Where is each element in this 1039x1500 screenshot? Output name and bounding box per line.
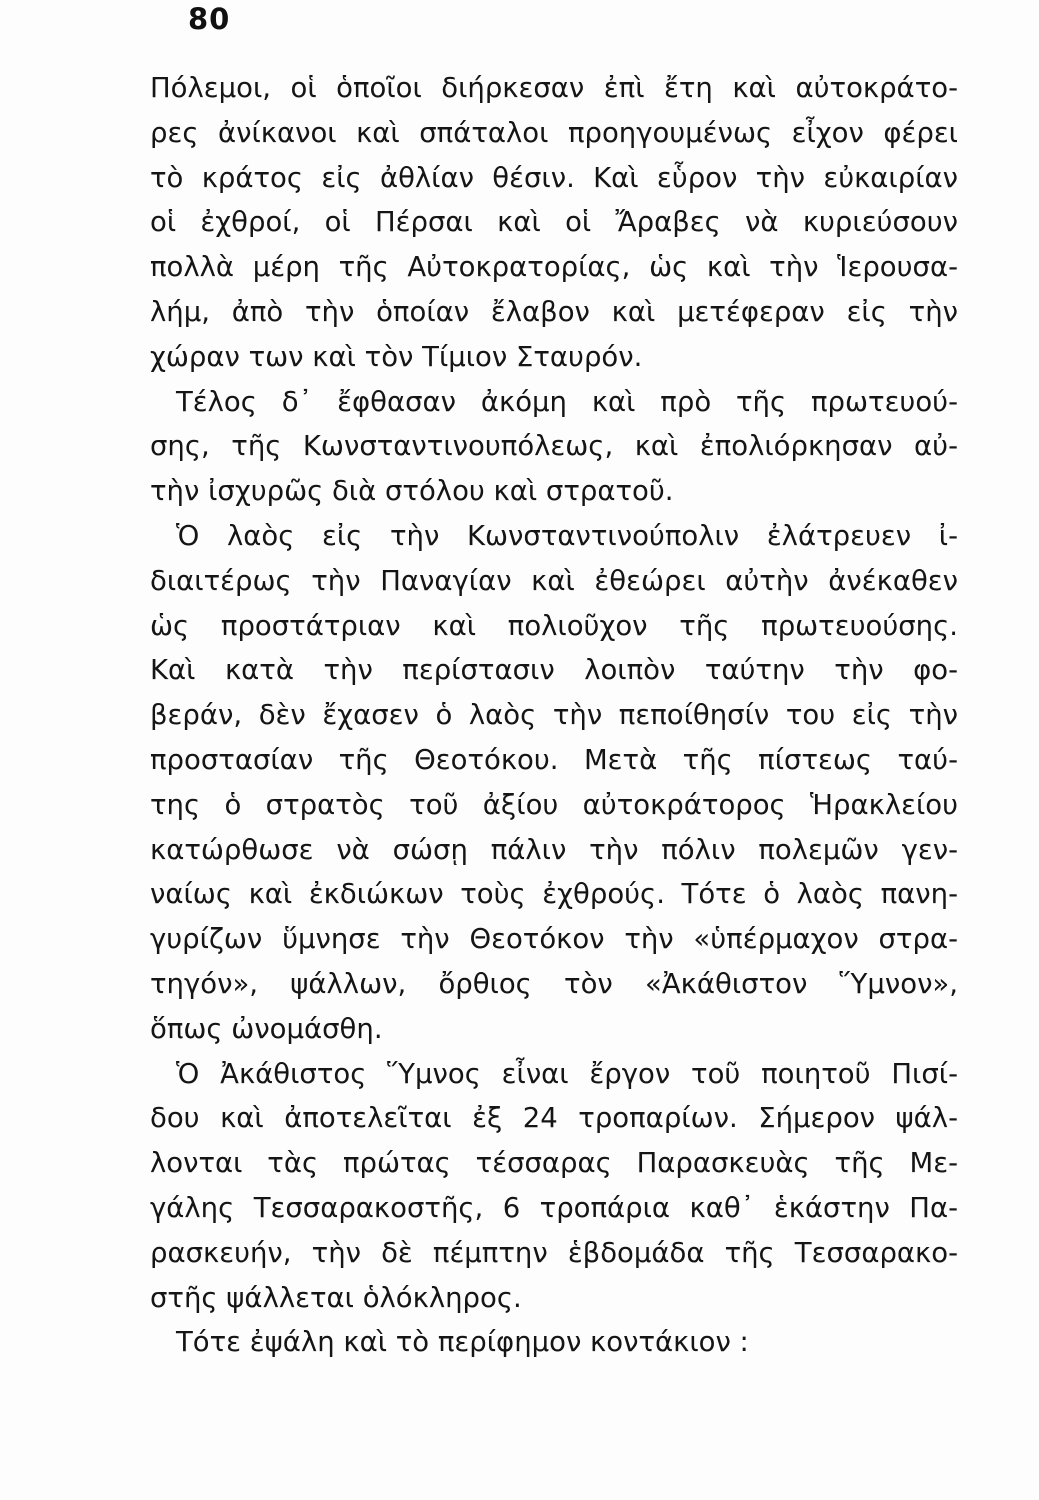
text-line: χώραν των καὶ τὸν Τίμιον Σταυρόν. [150,340,643,373]
text-line: γάλης Τεσσαρακοστῆς, 6 τροπάρια καθ᾽ ἑκάστην Πα- [150,1191,958,1224]
text-line: Καὶ κατὰ τὴν περίστασιν λοιπὸν ταύτην τὴν φο- [150,654,958,687]
text-line: στῆς ψάλλεται ὁλόκληρος. [150,1281,522,1314]
text-line: ρασκευήν, τὴν δὲ πέμπτην ἑβδομάδα τῆς Τεσσαρακο- [150,1236,958,1269]
text-line: τὴν ἰσχυρῶς διὰ στόλου καὶ στρατοῦ. [150,475,674,508]
text-line: τὸ κράτος εἰς ἀθλίαν θέσιν. Καὶ εὗρον τὴν εὐκαιρίαν [150,161,958,194]
text-line: γυρίζων ὕμνησε τὴν Θεοτόκον τὴν «ὑπέρμαχον στρα- [150,923,958,956]
text-line: διαιτέρως τὴν Παναγίαν καὶ ἐθεώρει αὐτὴν ἀνέκαθεν [150,564,958,597]
text-line: ναίως καὶ ἐκδιώκων τοὺς ἐχθρούς. Τότε ὁ λαὸς πανη- [150,878,958,911]
page-number: 80 [188,2,231,36]
body-text [150,66,958,1365]
text-line: πολλὰ μέρη τῆς Αὐτοκρατορίας, ὡς καὶ τὴν Ἱερουσα- [150,251,958,284]
text-line: λονται τὰς πρώτας τέσσαρας Παρασκευὰς τῆς Με- [150,1147,958,1180]
text-line: Ὁ Ἀκάθιστος Ὕμνος εἶναι ἔργον τοῦ ποιητοῦ Πισί- [176,1057,958,1090]
text-line: της ὁ στρατὸς τοῦ ἀξίου αὐτοκράτορος Ἡρακλείου [150,788,958,821]
text-line: Πόλεμοι, οἱ ὁποῖοι διήρκεσαν ἐπὶ ἔτη καὶ αὐτοκράτο- [150,72,958,104]
text-line: κατώρθωσε νὰ σώσῃ πάλιν τὴν πόλιν πολεμῶν γεν- [150,833,958,866]
text-line: οἱ ἐχθροί, οἱ Πέρσαι καὶ οἱ Ἄραβες νὰ κυριεύσουν [150,206,958,239]
text-line: δου καὶ ἀποτελεῖται ἐξ 24 τροπαρίων. Σήμερον ψάλ- [150,1102,958,1135]
text-line: λήμ, ἀπὸ τὴν ὁποίαν ἔλαβον καὶ μετέφεραν εἰς τὴν [150,295,958,328]
text-line: Ὁ λαὸς εἰς τὴν Κωνσταντινούπολιν ἐλάτρευεν ἰ- [176,519,958,552]
text-line: βεράν, δὲν ἔχασεν ὁ λαὸς τὴν πεποίθησίν του εἰς τὴν [150,699,958,732]
text-line: σης, τῆς Κωνσταντινουπόλεως, καὶ ἐπολιόρκησαν αὐ- [150,430,958,463]
text-line: προστασίαν τῆς Θεοτόκου. Μετὰ τῆς πίστεως ταύ- [150,743,958,776]
text-line: ρες ἀνίκανοι καὶ σπάταλοι προηγουμένως εἶχον φέρει [150,116,958,149]
text-line: Τέλος δ᾽ ἔφθασαν ἀκόμη καὶ πρὸ τῆς πρωτευού- [176,385,958,418]
text-line: Τότε ἐψάλη καὶ τὸ περίφημον κοντάκιον : [176,1326,749,1359]
text-line: ὡς προστάτριαν καὶ πολιοῦχον τῆς πρωτευούσης. [150,609,958,642]
text-line: τηγόν», ψάλλων, ὄρθιος τὸν «Ἀκάθιστον Ὕμνον», [150,967,958,1000]
text-line: ὅπως ὠνομάσθη. [150,1012,383,1045]
